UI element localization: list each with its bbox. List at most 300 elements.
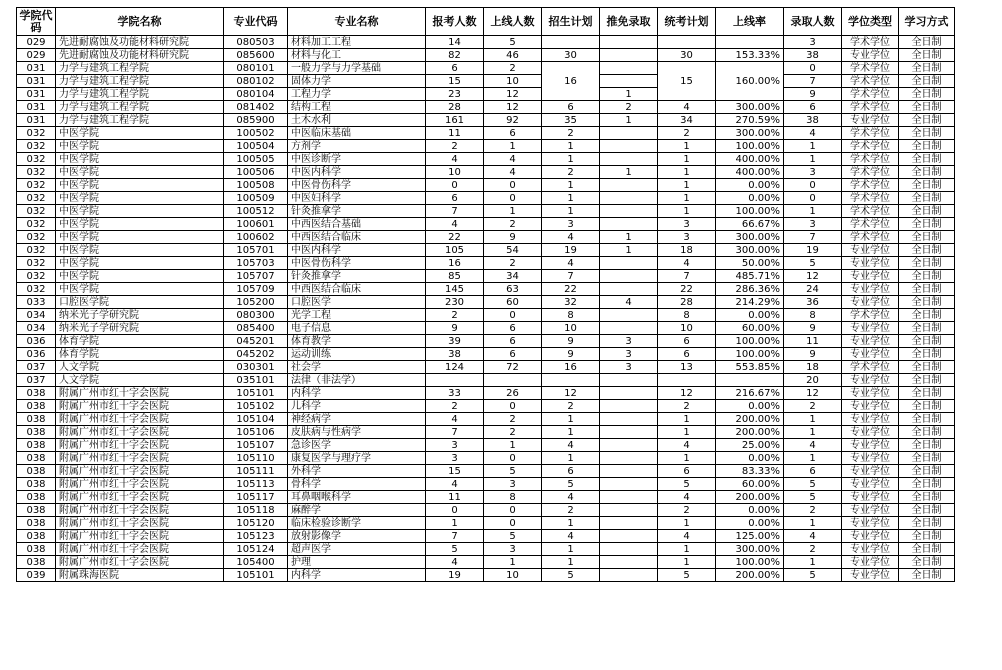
study-mode-cell: 全日制 [899, 517, 955, 530]
degree-type-cell: 专业学位 [842, 49, 899, 62]
major-name-cell: 工程力学 [288, 88, 426, 101]
major-code-cell: 085900 [224, 114, 288, 127]
admitted-cell: 4 [784, 439, 842, 452]
pass-rate-cell: 216.67% [716, 387, 784, 400]
applicants-cell: 4 [426, 153, 484, 166]
exempt-admit-cell [600, 543, 658, 556]
degree-type-cell: 学术学位 [842, 140, 899, 153]
exam-plan-cell: 13 [658, 361, 716, 374]
enroll-plan-cell: 19 [542, 244, 600, 257]
exam-plan-cell: 4 [658, 491, 716, 504]
pass-rate-cell: 100.00% [716, 348, 784, 361]
passed-cell: 12 [484, 101, 542, 114]
college-name-cell: 中医学院 [56, 140, 224, 153]
major-name-cell: 中医妇科学 [288, 192, 426, 205]
college-name-cell: 中医学院 [56, 205, 224, 218]
exempt-admit-cell [600, 413, 658, 426]
exempt-admit-cell [600, 49, 658, 62]
passed-cell: 1 [484, 556, 542, 569]
applicants-cell: 7 [426, 205, 484, 218]
college-code-cell: 038 [17, 452, 56, 465]
college-code-cell: 037 [17, 361, 56, 374]
exam-plan-cell: 1 [658, 192, 716, 205]
exam-plan-cell: 1 [658, 179, 716, 192]
applicants-cell: 4 [426, 478, 484, 491]
study-mode-cell: 全日制 [899, 465, 955, 478]
degree-type-cell: 学术学位 [842, 218, 899, 231]
admitted-cell: 5 [784, 569, 842, 582]
college-code-cell: 032 [17, 257, 56, 270]
college-code-cell: 038 [17, 387, 56, 400]
college-name-cell: 纳米光子学研究院 [56, 322, 224, 335]
major-name-cell: 中西医结合基础 [288, 218, 426, 231]
major-name-cell: 放射影像学 [288, 530, 426, 543]
pass-rate-cell: 286.36% [716, 283, 784, 296]
admissions-table [16, 7, 955, 582]
study-mode-cell: 全日制 [899, 426, 955, 439]
study-mode-cell: 全日制 [899, 192, 955, 205]
table-row [17, 530, 955, 543]
passed-cell: 1 [484, 205, 542, 218]
enroll-plan-cell: 12 [542, 387, 600, 400]
enroll-plan-cell: 4 [542, 439, 600, 452]
major-name-cell: 骨科学 [288, 478, 426, 491]
college-name-cell: 先进耐腐蚀及功能材料研究院 [56, 36, 224, 49]
passed-cell: 34 [484, 270, 542, 283]
enroll-plan-cell: 8 [542, 309, 600, 322]
college-code-cell: 029 [17, 49, 56, 62]
exempt-admit-cell [600, 478, 658, 491]
college-name-cell: 附属广州市红十字会医院 [56, 465, 224, 478]
college-code-cell: 032 [17, 283, 56, 296]
exam-plan-cell: 18 [658, 244, 716, 257]
major-code-cell: 100509 [224, 192, 288, 205]
table-row [17, 283, 955, 296]
exam-plan-cell: 6 [658, 348, 716, 361]
applicants-cell: 15 [426, 465, 484, 478]
college-code-cell: 032 [17, 179, 56, 192]
college-code-cell: 037 [17, 374, 56, 387]
applicants-cell: 38 [426, 348, 484, 361]
table-row [17, 88, 955, 101]
major-code-cell: 105106 [224, 426, 288, 439]
table-body [17, 36, 955, 582]
college-name-cell: 附属广州市红十字会医院 [56, 413, 224, 426]
enroll-plan-cell: 6 [542, 101, 600, 114]
major-name-cell: 超声医学 [288, 543, 426, 556]
enroll-plan-cell: 1 [542, 517, 600, 530]
enroll-plan-cell: 10 [542, 322, 600, 335]
exempt-admit-cell: 1 [600, 114, 658, 127]
college-name-cell: 附属广州市红十字会医院 [56, 504, 224, 517]
applicants-cell: 19 [426, 569, 484, 582]
table-row [17, 491, 955, 504]
major-code-cell: 100504 [224, 140, 288, 153]
passed-cell: 0 [484, 179, 542, 192]
passed-cell: 0 [484, 309, 542, 322]
degree-type-cell: 学术学位 [842, 101, 899, 114]
college-name-cell: 中医学院 [56, 270, 224, 283]
major-name-cell: 中西医结合临床 [288, 283, 426, 296]
major-code-cell: 100508 [224, 179, 288, 192]
passed-cell: 0 [484, 192, 542, 205]
exam-plan-cell: 3 [658, 218, 716, 231]
major-name-cell: 麻醉学 [288, 504, 426, 517]
admitted-cell: 5 [784, 257, 842, 270]
admitted-cell: 3 [784, 166, 842, 179]
table-row [17, 153, 955, 166]
college-name-cell: 中医学院 [56, 153, 224, 166]
header-college-code: 学院代码 [17, 8, 56, 36]
passed-cell: 0 [484, 504, 542, 517]
exam-plan-cell: 1 [658, 452, 716, 465]
major-name-cell: 中医内科学 [288, 244, 426, 257]
major-code-cell: 105123 [224, 530, 288, 543]
major-name-cell: 皮肤病与性病学 [288, 426, 426, 439]
exempt-admit-cell [600, 309, 658, 322]
enroll-plan-cell: 5 [542, 478, 600, 491]
college-code-cell: 039 [17, 569, 56, 582]
study-mode-cell: 全日制 [899, 439, 955, 452]
major-name-cell: 护理 [288, 556, 426, 569]
exempt-admit-cell [600, 504, 658, 517]
study-mode-cell: 全日制 [899, 283, 955, 296]
exempt-admit-cell [600, 530, 658, 543]
study-mode-cell: 全日制 [899, 49, 955, 62]
applicants-cell: 124 [426, 361, 484, 374]
study-mode-cell: 全日制 [899, 114, 955, 127]
exempt-admit-cell [600, 452, 658, 465]
table-row [17, 75, 955, 88]
applicants-cell: 2 [426, 140, 484, 153]
passed-cell: 12 [484, 88, 542, 101]
exempt-admit-cell: 3 [600, 335, 658, 348]
pass-rate-cell: 66.67% [716, 218, 784, 231]
table-row [17, 218, 955, 231]
table-row [17, 192, 955, 205]
major-code-cell: 080102 [224, 75, 288, 88]
passed-cell: 46 [484, 49, 542, 62]
applicants-cell: 39 [426, 335, 484, 348]
table-row [17, 62, 955, 75]
admitted-cell: 18 [784, 361, 842, 374]
major-code-cell: 100512 [224, 205, 288, 218]
study-mode-cell: 全日制 [899, 296, 955, 309]
degree-type-cell: 学术学位 [842, 361, 899, 374]
college-name-cell: 附属广州市红十字会医院 [56, 478, 224, 491]
admitted-cell: 1 [784, 426, 842, 439]
admitted-cell: 0 [784, 179, 842, 192]
table-row [17, 335, 955, 348]
exempt-admit-cell: 3 [600, 348, 658, 361]
degree-type-cell: 学术学位 [842, 309, 899, 322]
exempt-admit-cell [600, 491, 658, 504]
major-name-cell: 材料加工工程 [288, 36, 426, 49]
table-row [17, 140, 955, 153]
exam-plan-cell: 1 [658, 556, 716, 569]
college-name-cell: 中医学院 [56, 244, 224, 257]
passed-cell: 1 [484, 439, 542, 452]
pass-rate-cell: 0.00% [716, 504, 784, 517]
degree-type-cell: 专业学位 [842, 465, 899, 478]
college-name-cell: 附属广州市红十字会医院 [56, 426, 224, 439]
table-row [17, 166, 955, 179]
major-name-cell: 耳鼻咽喉科学 [288, 491, 426, 504]
admitted-cell: 3 [784, 218, 842, 231]
exam-plan-cell: 6 [658, 335, 716, 348]
exempt-admit-cell [600, 62, 658, 75]
exempt-admit-cell [600, 179, 658, 192]
college-code-cell: 038 [17, 530, 56, 543]
table-row [17, 361, 955, 374]
major-name-cell: 中医骨伤科学 [288, 179, 426, 192]
header-exempt-admit: 推免录取 [600, 8, 658, 36]
study-mode-cell: 全日制 [899, 361, 955, 374]
applicants-cell: 11 [426, 127, 484, 140]
applicants-cell: 105 [426, 244, 484, 257]
major-code-cell: 105709 [224, 283, 288, 296]
study-mode-cell: 全日制 [899, 88, 955, 101]
applicants-cell: 0 [426, 504, 484, 517]
pass-rate-cell: 0.00% [716, 400, 784, 413]
major-name-cell: 中医临床基础 [288, 127, 426, 140]
major-name-cell: 一般力学与力学基础 [288, 62, 426, 75]
college-code-cell: 034 [17, 309, 56, 322]
major-name-cell: 运动训练 [288, 348, 426, 361]
pass-rate-cell [716, 36, 784, 49]
college-code-cell: 038 [17, 413, 56, 426]
major-code-cell: 105107 [224, 439, 288, 452]
study-mode-cell: 全日制 [899, 244, 955, 257]
passed-cell: 6 [484, 322, 542, 335]
passed-cell: 0 [484, 452, 542, 465]
applicants-cell: 14 [426, 36, 484, 49]
exempt-admit-cell: 4 [600, 296, 658, 309]
passed-cell: 1 [484, 140, 542, 153]
pass-rate-cell: 125.00% [716, 530, 784, 543]
enroll-plan-cell: 6 [542, 465, 600, 478]
admitted-cell: 1 [784, 205, 842, 218]
applicants-cell: 3 [426, 452, 484, 465]
pass-rate-cell: 100.00% [716, 556, 784, 569]
admitted-cell: 2 [784, 543, 842, 556]
exempt-admit-cell [600, 192, 658, 205]
major-name-cell: 光学工程 [288, 309, 426, 322]
college-code-cell: 032 [17, 218, 56, 231]
enroll-plan-cell: 5 [542, 569, 600, 582]
applicants-cell: 0 [426, 179, 484, 192]
pass-rate-cell: 300.00% [716, 543, 784, 556]
exempt-admit-cell [600, 218, 658, 231]
exempt-admit-cell [600, 127, 658, 140]
applicants-cell: 230 [426, 296, 484, 309]
pass-rate-cell: 200.00% [716, 569, 784, 582]
pass-rate-cell: 200.00% [716, 426, 784, 439]
applicants-cell: 10 [426, 166, 484, 179]
major-code-cell: 100505 [224, 153, 288, 166]
exam-plan-cell: 12 [658, 387, 716, 400]
passed-cell: 4 [484, 153, 542, 166]
degree-type-cell: 专业学位 [842, 400, 899, 413]
degree-type-cell: 学术学位 [842, 75, 899, 88]
college-name-cell: 纳米光子学研究院 [56, 309, 224, 322]
study-mode-cell: 全日制 [899, 556, 955, 569]
enroll-plan-cell: 4 [542, 257, 600, 270]
applicants-cell: 23 [426, 88, 484, 101]
table-row [17, 348, 955, 361]
exempt-admit-cell: 1 [600, 244, 658, 257]
admitted-cell: 12 [784, 270, 842, 283]
study-mode-cell: 全日制 [899, 504, 955, 517]
admitted-cell: 1 [784, 517, 842, 530]
enroll-plan-cell: 1 [542, 556, 600, 569]
pass-rate-cell: 400.00% [716, 153, 784, 166]
passed-cell: 10 [484, 75, 542, 88]
major-name-cell: 中医骨伤科学 [288, 257, 426, 270]
exam-plan-cell: 7 [658, 270, 716, 283]
pass-rate-cell: 300.00% [716, 231, 784, 244]
applicants-cell: 6 [426, 62, 484, 75]
exam-plan-cell: 28 [658, 296, 716, 309]
degree-type-cell: 专业学位 [842, 504, 899, 517]
degree-type-cell: 专业学位 [842, 478, 899, 491]
study-mode-cell: 全日制 [899, 543, 955, 556]
admitted-cell: 7 [784, 231, 842, 244]
college-code-cell: 029 [17, 36, 56, 49]
major-code-cell: 085400 [224, 322, 288, 335]
exempt-admit-cell [600, 387, 658, 400]
exempt-admit-cell [600, 36, 658, 49]
major-code-cell: 105118 [224, 504, 288, 517]
applicants-cell: 33 [426, 387, 484, 400]
college-name-cell: 中医学院 [56, 231, 224, 244]
admitted-cell: 2 [784, 504, 842, 517]
applicants-cell: 28 [426, 101, 484, 114]
passed-cell: 2 [484, 426, 542, 439]
study-mode-cell: 全日制 [899, 218, 955, 231]
enroll-plan-cell: 4 [542, 530, 600, 543]
exam-plan-cell: 22 [658, 283, 716, 296]
exam-plan-cell [658, 36, 716, 49]
study-mode-cell: 全日制 [899, 101, 955, 114]
admitted-cell: 1 [784, 140, 842, 153]
degree-type-cell: 学术学位 [842, 231, 899, 244]
college-code-cell: 038 [17, 465, 56, 478]
table-row [17, 478, 955, 491]
table-row [17, 387, 955, 400]
applicants-cell: 11 [426, 491, 484, 504]
admitted-cell: 19 [784, 244, 842, 257]
college-code-cell: 032 [17, 244, 56, 257]
passed-cell: 6 [484, 335, 542, 348]
college-name-cell: 中医学院 [56, 257, 224, 270]
degree-type-cell: 专业学位 [842, 491, 899, 504]
exam-plan-cell: 2 [658, 400, 716, 413]
major-code-cell: 105110 [224, 452, 288, 465]
header-pass-rate: 上线率 [716, 8, 784, 36]
major-code-cell: 035101 [224, 374, 288, 387]
table-row [17, 49, 955, 62]
college-name-cell: 人文学院 [56, 374, 224, 387]
major-code-cell: 080300 [224, 309, 288, 322]
admitted-cell: 1 [784, 452, 842, 465]
exam-plan-cell: 34 [658, 114, 716, 127]
exempt-admit-cell [600, 517, 658, 530]
college-name-cell: 附属广州市红十字会医院 [56, 491, 224, 504]
pass-rate-cell: 0.00% [716, 192, 784, 205]
exempt-admit-cell [600, 283, 658, 296]
enroll-plan-cell: 2 [542, 504, 600, 517]
enroll-plan-cell: 16 [542, 62, 600, 101]
exempt-admit-cell [600, 426, 658, 439]
pass-rate-cell: 214.29% [716, 296, 784, 309]
admitted-cell: 9 [784, 88, 842, 101]
study-mode-cell: 全日制 [899, 166, 955, 179]
header-major-code: 专业代码 [224, 8, 288, 36]
pass-rate-cell: 200.00% [716, 413, 784, 426]
exempt-admit-cell [600, 153, 658, 166]
major-name-cell: 内科学 [288, 569, 426, 582]
table-row [17, 231, 955, 244]
study-mode-cell: 全日制 [899, 387, 955, 400]
pass-rate-cell: 0.00% [716, 517, 784, 530]
applicants-cell: 16 [426, 257, 484, 270]
college-code-cell: 032 [17, 270, 56, 283]
college-name-cell: 中医学院 [56, 192, 224, 205]
study-mode-cell: 全日制 [899, 153, 955, 166]
college-name-cell: 附属广州市红十字会医院 [56, 439, 224, 452]
degree-type-cell: 学术学位 [842, 166, 899, 179]
study-mode-cell: 全日制 [899, 400, 955, 413]
table-row [17, 179, 955, 192]
passed-cell: 72 [484, 361, 542, 374]
major-name-cell: 社会学 [288, 361, 426, 374]
college-code-cell: 033 [17, 296, 56, 309]
major-name-cell: 方剂学 [288, 140, 426, 153]
enroll-plan-cell: 1 [542, 179, 600, 192]
major-code-cell: 045201 [224, 335, 288, 348]
college-code-cell: 038 [17, 556, 56, 569]
pass-rate-cell: 200.00% [716, 491, 784, 504]
major-code-cell: 105117 [224, 491, 288, 504]
exam-plan-cell: 4 [658, 101, 716, 114]
pass-rate-cell: 100.00% [716, 140, 784, 153]
applicants-cell: 5 [426, 543, 484, 556]
pass-rate-cell: 0.00% [716, 179, 784, 192]
college-code-cell: 032 [17, 205, 56, 218]
exam-plan-cell: 10 [658, 322, 716, 335]
table-row [17, 270, 955, 283]
college-code-cell: 038 [17, 517, 56, 530]
pass-rate-cell: 100.00% [716, 335, 784, 348]
study-mode-cell: 全日制 [899, 322, 955, 335]
admitted-cell: 4 [784, 530, 842, 543]
degree-type-cell: 专业学位 [842, 452, 899, 465]
major-code-cell: 081402 [224, 101, 288, 114]
header-degree-type: 学位类型 [842, 8, 899, 36]
college-code-cell: 038 [17, 543, 56, 556]
college-name-cell: 力学与建筑工程学院 [56, 75, 224, 88]
enroll-plan-cell: 1 [542, 452, 600, 465]
admitted-cell: 4 [784, 127, 842, 140]
study-mode-cell: 全日制 [899, 270, 955, 283]
college-code-cell: 038 [17, 426, 56, 439]
table-row [17, 114, 955, 127]
degree-type-cell: 专业学位 [842, 530, 899, 543]
major-code-cell: 105703 [224, 257, 288, 270]
exam-plan-cell: 4 [658, 439, 716, 452]
admitted-cell: 1 [784, 413, 842, 426]
